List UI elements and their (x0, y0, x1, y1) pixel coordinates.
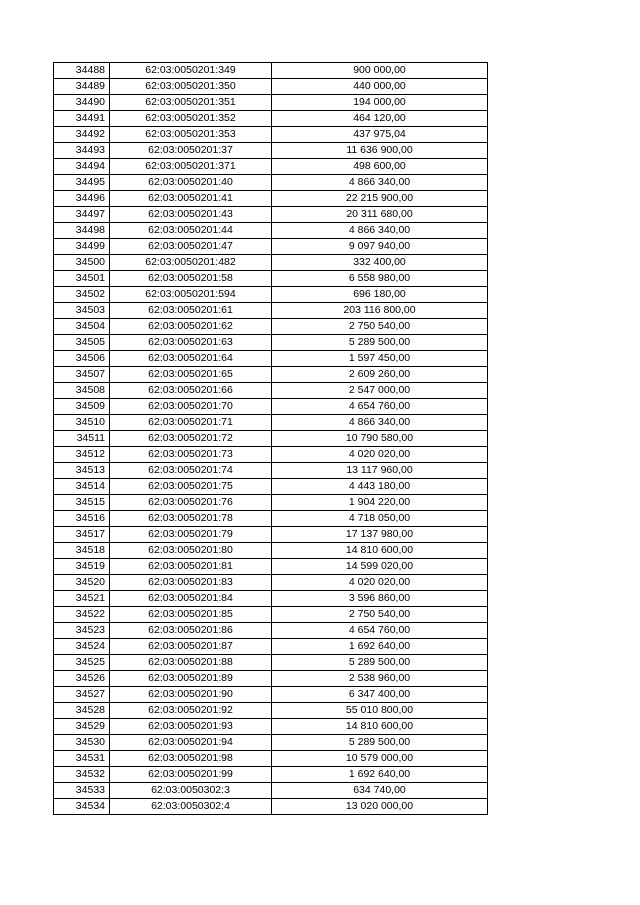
row-number-cell: 34528 (54, 703, 110, 719)
cadastral-number-cell: 62:03:0050201:92 (110, 703, 272, 719)
table-row (54, 751, 488, 767)
table-row (54, 319, 488, 335)
cadastral-number-cell: 62:03:0050201:74 (110, 463, 272, 479)
row-number-cell: 34505 (54, 335, 110, 351)
cadastral-value-cell: 5 289 500,00 (272, 655, 488, 671)
row-number-cell: 34513 (54, 463, 110, 479)
cadastral-number-cell: 62:03:0050201:93 (110, 719, 272, 735)
cadastral-number-cell: 62:03:0050201:350 (110, 79, 272, 95)
cadastral-number-cell: 62:03:0050201:80 (110, 543, 272, 559)
table-row (54, 495, 488, 511)
table-row (54, 143, 488, 159)
cadastral-value-cell: 14 810 600,00 (272, 719, 488, 735)
table-row (54, 735, 488, 751)
table-row (54, 767, 488, 783)
row-number-cell: 34506 (54, 351, 110, 367)
table-row (54, 415, 488, 431)
cadastral-number-cell: 62:03:0050201:70 (110, 399, 272, 415)
row-number-cell: 34498 (54, 223, 110, 239)
table-row (54, 559, 488, 575)
cadastral-value-cell: 203 116 800,00 (272, 303, 488, 319)
cadastral-value-cell: 1 692 640,00 (272, 639, 488, 655)
row-number-cell: 34494 (54, 159, 110, 175)
cadastral-number-cell: 62:03:0050201:40 (110, 175, 272, 191)
table-row (54, 207, 488, 223)
cadastral-number-cell: 62:03:0050201:43 (110, 207, 272, 223)
row-number-cell: 34516 (54, 511, 110, 527)
table-row (54, 271, 488, 287)
cadastral-number-cell: 62:03:0050201:89 (110, 671, 272, 687)
table-row (54, 111, 488, 127)
row-number-cell: 34512 (54, 447, 110, 463)
cadastral-value-cell: 437 975,04 (272, 127, 488, 143)
row-number-cell: 34492 (54, 127, 110, 143)
cadastral-number-cell: 62:03:0050201:64 (110, 351, 272, 367)
row-number-cell: 34514 (54, 479, 110, 495)
table-row (54, 591, 488, 607)
cadastral-value-cell: 194 000,00 (272, 95, 488, 111)
table-row (54, 463, 488, 479)
table-row (54, 175, 488, 191)
row-number-cell: 34491 (54, 111, 110, 127)
row-number-cell: 34518 (54, 543, 110, 559)
cadastral-value-cell: 20 311 680,00 (272, 207, 488, 223)
table-row (54, 351, 488, 367)
cadastral-number-cell: 62:03:0050201:47 (110, 239, 272, 255)
cadastral-value-cell: 9 097 940,00 (272, 239, 488, 255)
row-number-cell: 34507 (54, 367, 110, 383)
cadastral-value-cell: 4 654 760,00 (272, 623, 488, 639)
cadastral-number-cell: 62:03:0050201:352 (110, 111, 272, 127)
table-row (54, 127, 488, 143)
cadastral-value-cell: 2 547 000,00 (272, 383, 488, 399)
cadastral-number-cell: 62:03:0050201:76 (110, 495, 272, 511)
table-row (54, 367, 488, 383)
row-number-cell: 34517 (54, 527, 110, 543)
cadastral-value-cell: 498 600,00 (272, 159, 488, 175)
cadastral-value-cell: 634 740,00 (272, 783, 488, 799)
cadastral-value-cell: 13 117 960,00 (272, 463, 488, 479)
table-row (54, 447, 488, 463)
table-row (54, 239, 488, 255)
cadastral-number-cell: 62:03:0050201:62 (110, 319, 272, 335)
table-row (54, 479, 488, 495)
table-row (54, 575, 488, 591)
cadastral-value-cell: 14 599 020,00 (272, 559, 488, 575)
cadastral-number-cell: 62:03:0050201:83 (110, 575, 272, 591)
cadastral-value-cell: 1 692 640,00 (272, 767, 488, 783)
cadastral-number-cell: 62:03:0050201:79 (110, 527, 272, 543)
table-row (54, 79, 488, 95)
cadastral-number-cell: 62:03:0050201:78 (110, 511, 272, 527)
cadastral-value-cell: 4 443 180,00 (272, 479, 488, 495)
row-number-cell: 34501 (54, 271, 110, 287)
row-number-cell: 34527 (54, 687, 110, 703)
cadastral-value-cell: 14 810 600,00 (272, 543, 488, 559)
cadastral-value-cell: 464 120,00 (272, 111, 488, 127)
row-number-cell: 34520 (54, 575, 110, 591)
cadastral-number-cell: 62:03:0050201:61 (110, 303, 272, 319)
cadastral-number-cell: 62:03:0050201:88 (110, 655, 272, 671)
row-number-cell: 34522 (54, 607, 110, 623)
row-number-cell: 34529 (54, 719, 110, 735)
row-number-cell: 34526 (54, 671, 110, 687)
cadastral-number-cell: 62:03:0050201:94 (110, 735, 272, 751)
row-number-cell: 34493 (54, 143, 110, 159)
row-number-cell: 34524 (54, 639, 110, 655)
cadastral-number-cell: 62:03:0050201:98 (110, 751, 272, 767)
row-number-cell: 34508 (54, 383, 110, 399)
table-row (54, 687, 488, 703)
cadastral-number-cell: 62:03:0050302:3 (110, 783, 272, 799)
cadastral-value-cell: 1 904 220,00 (272, 495, 488, 511)
cadastral-value-cell: 4 866 340,00 (272, 175, 488, 191)
cadastral-number-cell: 62:03:0050201:594 (110, 287, 272, 303)
cadastral-number-cell: 62:03:0050201:58 (110, 271, 272, 287)
cadastral-number-cell: 62:03:0050201:65 (110, 367, 272, 383)
cadastral-value-cell: 5 289 500,00 (272, 335, 488, 351)
row-number-cell: 34533 (54, 783, 110, 799)
row-number-cell: 34496 (54, 191, 110, 207)
cadastral-number-cell: 62:03:0050201:44 (110, 223, 272, 239)
row-number-cell: 34503 (54, 303, 110, 319)
table-row (54, 223, 488, 239)
table-row (54, 703, 488, 719)
cadastral-value-cell: 4 020 020,00 (272, 575, 488, 591)
row-number-cell: 34525 (54, 655, 110, 671)
table-row (54, 287, 488, 303)
table-row (54, 399, 488, 415)
cadastral-number-cell: 62:03:0050201:349 (110, 63, 272, 79)
table-row (54, 191, 488, 207)
row-number-cell: 34495 (54, 175, 110, 191)
table-row (54, 511, 488, 527)
row-number-cell: 34488 (54, 63, 110, 79)
cadastral-value-cell: 6 558 980,00 (272, 271, 488, 287)
row-number-cell: 34490 (54, 95, 110, 111)
table-row (54, 255, 488, 271)
table-row (54, 607, 488, 623)
table-row (54, 719, 488, 735)
cadastral-value-cell: 1 597 450,00 (272, 351, 488, 367)
cadastral-number-cell: 62:03:0050201:371 (110, 159, 272, 175)
table-row (54, 335, 488, 351)
cadastral-number-cell: 62:03:0050201:73 (110, 447, 272, 463)
row-number-cell: 34499 (54, 239, 110, 255)
table-row (54, 655, 488, 671)
cadastral-value-cell: 440 000,00 (272, 79, 488, 95)
row-number-cell: 34509 (54, 399, 110, 415)
cadastral-number-cell: 62:03:0050201:84 (110, 591, 272, 607)
cadastral-number-cell: 62:03:0050201:99 (110, 767, 272, 783)
row-number-cell: 34502 (54, 287, 110, 303)
cadastral-value-cell: 900 000,00 (272, 63, 488, 79)
cadastral-number-cell: 62:03:0050201:90 (110, 687, 272, 703)
cadastral-value-cell: 4 020 020,00 (272, 447, 488, 463)
cadastral-value-cell: 10 579 000,00 (272, 751, 488, 767)
cadastral-value-cell: 3 596 860,00 (272, 591, 488, 607)
cadastral-value-cell: 2 609 260,00 (272, 367, 488, 383)
cadastral-number-cell: 62:03:0050201:75 (110, 479, 272, 495)
table-row (54, 303, 488, 319)
table-row (54, 431, 488, 447)
cadastral-number-cell: 62:03:0050201:66 (110, 383, 272, 399)
cadastral-value-cell: 4 718 050,00 (272, 511, 488, 527)
row-number-cell: 34497 (54, 207, 110, 223)
cadastral-value-cell: 17 137 980,00 (272, 527, 488, 543)
table-row (54, 95, 488, 111)
row-number-cell: 34511 (54, 431, 110, 447)
row-number-cell: 34531 (54, 751, 110, 767)
cadastral-value-cell: 4 866 340,00 (272, 223, 488, 239)
table-row (54, 159, 488, 175)
row-number-cell: 34519 (54, 559, 110, 575)
table-row (54, 63, 488, 79)
row-number-cell: 34521 (54, 591, 110, 607)
row-number-cell: 34510 (54, 415, 110, 431)
table-row (54, 671, 488, 687)
cadastral-number-cell: 62:03:0050201:482 (110, 255, 272, 271)
table-row (54, 527, 488, 543)
row-number-cell: 34500 (54, 255, 110, 271)
cadastral-number-cell: 62:03:0050201:87 (110, 639, 272, 655)
table-row (54, 783, 488, 799)
cadastral-value-table (53, 62, 488, 815)
cadastral-value-cell: 6 347 400,00 (272, 687, 488, 703)
cadastral-value-cell: 11 636 900,00 (272, 143, 488, 159)
cadastral-number-cell: 62:03:0050201:81 (110, 559, 272, 575)
table-row (54, 623, 488, 639)
table-row (54, 799, 488, 815)
cadastral-value-cell: 332 400,00 (272, 255, 488, 271)
row-number-cell: 34504 (54, 319, 110, 335)
cadastral-number-cell: 62:03:0050201:41 (110, 191, 272, 207)
cadastral-value-cell: 4 866 340,00 (272, 415, 488, 431)
cadastral-value-cell: 696 180,00 (272, 287, 488, 303)
table-row (54, 543, 488, 559)
table-body (54, 63, 488, 815)
cadastral-value-cell: 2 538 960,00 (272, 671, 488, 687)
cadastral-number-cell: 62:03:0050201:37 (110, 143, 272, 159)
cadastral-number-cell: 62:03:0050201:71 (110, 415, 272, 431)
row-number-cell: 34515 (54, 495, 110, 511)
cadastral-number-cell: 62:03:0050201:63 (110, 335, 272, 351)
table-row (54, 639, 488, 655)
cadastral-number-cell: 62:03:0050201:353 (110, 127, 272, 143)
cadastral-value-cell: 5 289 500,00 (272, 735, 488, 751)
cadastral-value-cell: 2 750 540,00 (272, 319, 488, 335)
cadastral-value-cell: 4 654 760,00 (272, 399, 488, 415)
row-number-cell: 34532 (54, 767, 110, 783)
cadastral-number-cell: 62:03:0050201:85 (110, 607, 272, 623)
cadastral-value-cell: 10 790 580,00 (272, 431, 488, 447)
table-row (54, 383, 488, 399)
row-number-cell: 34489 (54, 79, 110, 95)
cadastral-number-cell: 62:03:0050302:4 (110, 799, 272, 815)
row-number-cell: 34523 (54, 623, 110, 639)
cadastral-value-cell: 22 215 900,00 (272, 191, 488, 207)
cadastral-value-cell: 13 020 000,00 (272, 799, 488, 815)
row-number-cell: 34530 (54, 735, 110, 751)
cadastral-value-cell: 2 750 540,00 (272, 607, 488, 623)
cadastral-number-cell: 62:03:0050201:351 (110, 95, 272, 111)
cadastral-number-cell: 62:03:0050201:72 (110, 431, 272, 447)
cadastral-value-cell: 55 010 800,00 (272, 703, 488, 719)
row-number-cell: 34534 (54, 799, 110, 815)
cadastral-number-cell: 62:03:0050201:86 (110, 623, 272, 639)
